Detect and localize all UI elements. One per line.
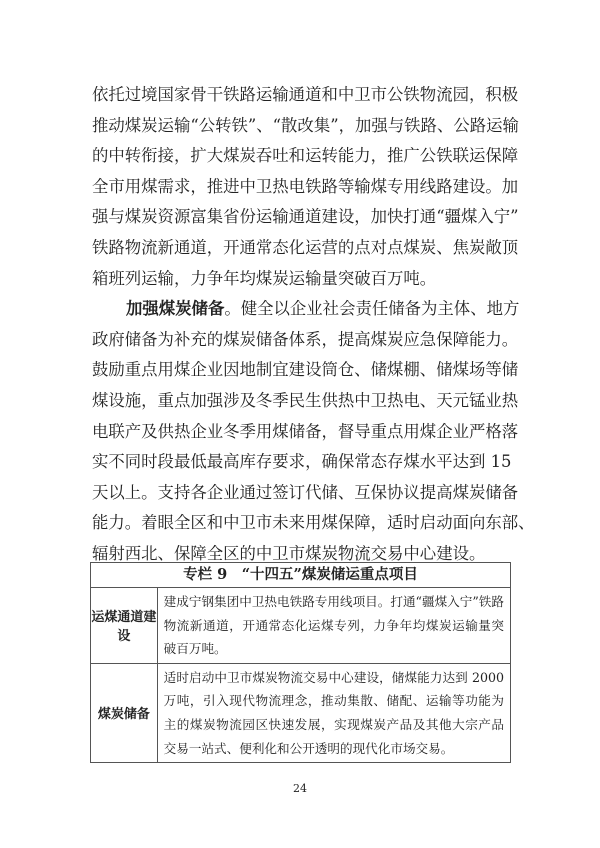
section-heading: 加强煤炭储备 bbox=[126, 299, 225, 319]
text-line: 强与煤炭资源富集省份运输通道建设，加快打通“疆煤入宁” bbox=[92, 207, 519, 227]
text-line: 煤设施，重点加强涉及冬季民生供热中卫热电、天元锰业热 bbox=[92, 390, 519, 410]
desc-line: 破百万吨。 bbox=[163, 641, 227, 657]
table-row bbox=[91, 588, 511, 664]
text-line: 鼓励重点用煤企业因地制宜建设筒仓、储煤棚、储煤场等储 bbox=[92, 360, 519, 380]
desc-line: 建成宁钢集团中卫热电铁路专用线项目。打通“疆煤入宁”铁路 bbox=[163, 594, 504, 609]
row-description bbox=[157, 663, 510, 762]
text-line: 政府储备为补充的煤炭储备体系，提高煤炭应急保障能力。 bbox=[92, 329, 519, 349]
desc-line: 适时启动中卫市煤炭物流交易中心建设，储煤能力达到 2000 bbox=[163, 669, 504, 685]
table-row bbox=[91, 663, 511, 762]
desc-line: 万吨，引入现代物流理念，推动集散、储配、运输等功能为 bbox=[163, 693, 504, 709]
text-line: 能力。着眼全区和中卫市未来用煤保障，适时启动面向东部、 bbox=[92, 513, 535, 533]
page-number: 24 bbox=[293, 782, 307, 795]
desc-line: 物流新通道，开通常态化运煤专列，力争年均煤炭运输量突 bbox=[163, 617, 504, 633]
row-description bbox=[157, 588, 510, 664]
text-line: 辐射西北、保障全区的中卫市煤炭物流交易中心建设。 bbox=[92, 543, 486, 563]
desc-line: 交易一站式、便利化和公开透明的现代化市场交易。 bbox=[163, 740, 454, 756]
text-line: 电联产及供热企业冬季用煤储备，督导重点用煤企业严格落 bbox=[92, 421, 519, 441]
table-header-row bbox=[91, 563, 511, 588]
text-fragment: 。健全以企业社会责任储备为主体、地方 bbox=[224, 299, 520, 319]
text-line: 箱班列运输，力争年均煤炭运输量突破百万吨。 bbox=[92, 268, 437, 288]
paragraph-coal-transport bbox=[92, 80, 519, 294]
text-line: 全市用煤需求，推进中卫热电铁路等输煤专用线路建设。加 bbox=[92, 176, 519, 196]
text-line bbox=[92, 294, 520, 325]
body-text bbox=[92, 80, 535, 570]
table-title: 专栏 9 “十四五”煤炭储运重点项目 bbox=[91, 563, 511, 588]
paragraph-coal-storage bbox=[92, 294, 535, 569]
key-projects-table bbox=[90, 562, 511, 763]
text-line: 推动煤炭运输“公转铁”、“散改集”，加强与铁路、公路运输 bbox=[92, 115, 519, 135]
row-category: 煤炭储备 bbox=[91, 663, 158, 762]
text-line: 依托过境国家骨干铁路运输通道和中卫市公铁物流园，积极 bbox=[92, 85, 519, 104]
row-category: 运煤通道建设 bbox=[91, 588, 158, 664]
text-line: 的中转衔接，扩大煤炭吞吐和运转能力，推广公铁联运保障 bbox=[92, 146, 519, 166]
desc-line: 主的煤炭物流园区快速发展，实现煤炭产品及其他大宗产品 bbox=[163, 716, 504, 732]
text-line: 天以上。支持各企业通过签订代储、互保协议提高煤炭储备 bbox=[92, 482, 519, 502]
text-line: 铁路物流新通道，开通常态化运营的点对点煤炭、焦炭敞顶 bbox=[92, 237, 519, 257]
text-line: 实不同时段最低最高库存要求，确保常态存煤水平达到 15 bbox=[92, 452, 512, 472]
